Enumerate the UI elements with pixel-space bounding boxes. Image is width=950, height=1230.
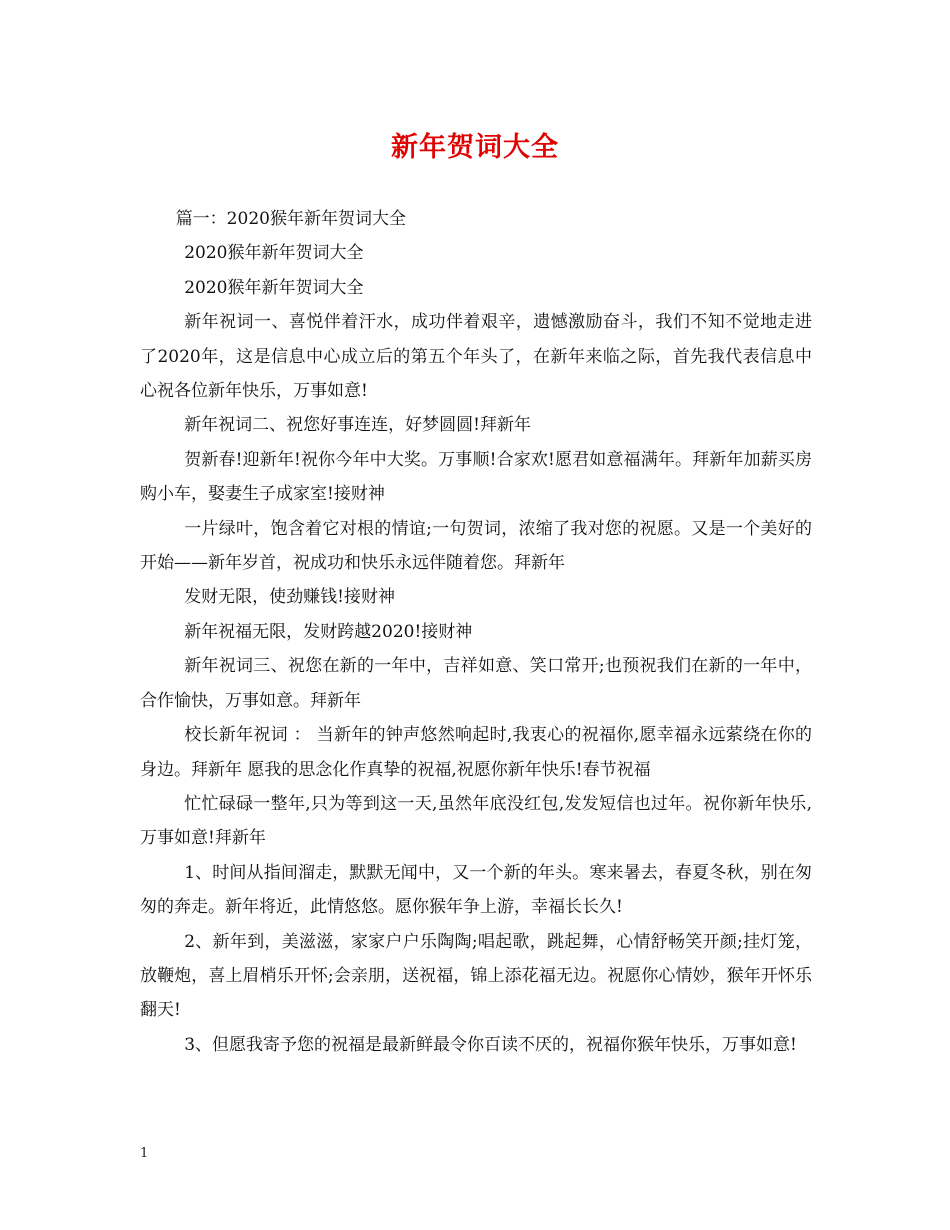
- body-paragraph: 新年祝福无限，发财跨越2020!接财神: [184, 621, 473, 642]
- body-paragraph: 新年祝词一、喜悦伴着汗水，成功伴着艰辛，遗憾激励奋斗，我们不知不觉地走进了2020年，这是信息中心成立后的第五个年头了，在新年来临之际，首先我代表信息中心祝各位新年快乐，万事如意!: [140, 312, 812, 402]
- section-heading: 篇一：2020猴年新年贺词大全: [175, 209, 406, 229]
- document-title: 新年贺词大全: [391, 132, 559, 163]
- document-body: [140, 202, 812, 1062]
- subheading: 2020猴年新年贺词大全: [184, 243, 364, 264]
- body-paragraph: 新年祝词二、祝您好事连连，好梦圆圆!拜新年: [184, 415, 532, 436]
- body-paragraph: 校长新年祝词 ： 当新年的钟声悠然响起时,我衷心的祝福你,愿幸福永远萦绕在你的身边。拜新年 愿我的思念化作真挚的祝福,祝愿你新年快乐!春节祝福: [140, 725, 812, 780]
- subheading: 2020猴年新年贺词大全: [184, 277, 364, 298]
- body-paragraph: 一片绿叶，饱含着它对根的情谊;一句贺词，浓缩了我对您的祝愿。又是一个美好的开始——新年岁首，祝成功和快乐永远伴随着您。拜新年: [140, 518, 812, 574]
- body-paragraph: 新年祝词三、祝您在新的一年中，吉祥如意、笑口常开;也预祝我们在新的一年中，合作愉快，万事如意。拜新年: [140, 656, 812, 711]
- body-paragraph: 1、时间从指间溜走，默默无闻中，又一个新的年头。寒来暑去，春夏冬秋，别在匆匆的奔走。新年将近，此情悠悠。愿你猴年争上游，幸福长长久!: [140, 862, 812, 918]
- body-paragraph: 2、新年到，美滋滋，家家户户乐陶陶;唱起歌，跳起舞，心情舒畅笑开颜;挂灯笼，放鞭炮，喜上眉梢乐开怀;会亲朋，送祝福，锦上添花福无边。祝愿你心情妙，猴年开怀乐翻天!: [140, 931, 812, 1021]
- body-paragraph: 贺新春!迎新年!祝你今年中大奖。万事顺!合家欢!愿君如意福满年。拜新年加薪买房购小车，娶妻生子成家室!接财神: [140, 449, 812, 505]
- page-number: 1: [140, 1146, 149, 1161]
- body-paragraph: 3、但愿我寄予您的祝福是最新鲜最令你百读不厌的，祝福你猴年快乐，万事如意!: [184, 1034, 797, 1055]
- body-paragraph: 忙忙碌碌一整年,只为等到这一天,虽然年底没红包,发发短信也过年。祝你新年快乐,万事如意!拜新年: [140, 793, 812, 849]
- body-paragraph: 发财无限，使劲赚钱!接财神: [184, 587, 396, 608]
